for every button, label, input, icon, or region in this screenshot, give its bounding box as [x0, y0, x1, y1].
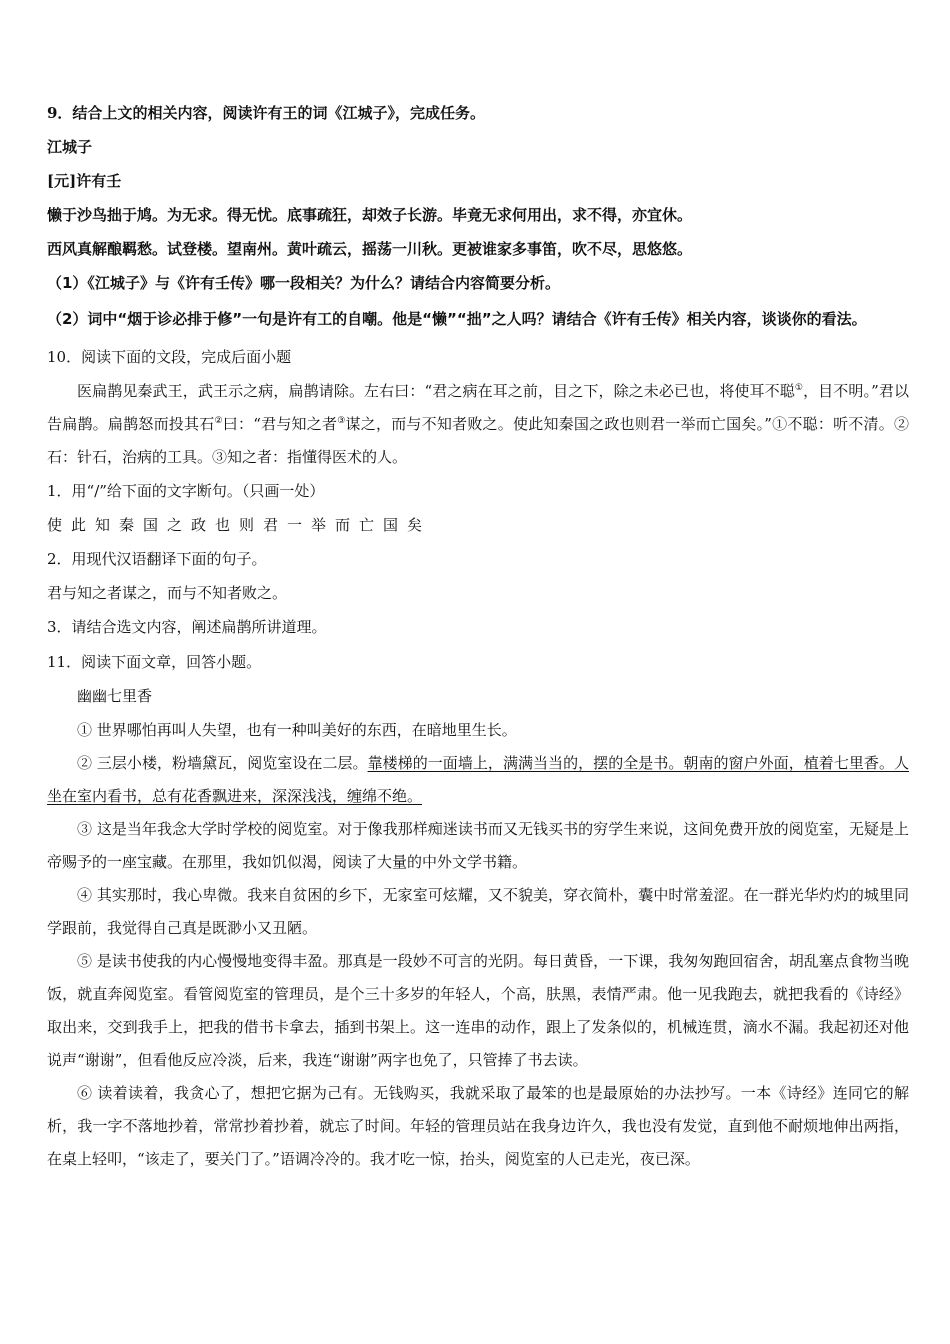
- article-paragraph-4: ④ 其实那时，我心卑微。我来自贫困的乡下，无家室可炫耀，又不貌美，穿衣简朴，囊中时常羞涩。在一群光华灼灼的城里同学跟前，我觉得自己真是既渺小又丑陋。: [47, 886, 909, 937]
- footnote-mark-2: ②: [214, 416, 223, 426]
- q9-task-2: （2）词中“烟于诊必排于修”一句是许有工的自嘲。他是“懒”“拙”之人吗？请结合《许有壬传》相关内容，谈谈你的看法。: [47, 310, 867, 328]
- poem-line-1: 懒于沙鸟拙于鸠。为无求。得无忧。底事疏狂，却效子长游。毕竟无求何用出，求不得，亦宜休。: [47, 206, 693, 224]
- poem-line-2: 西风真解酿羁愁。试登楼。望南州。黄叶疏云，摇荡一川秋。更被谁家多事笛，吹不尽，思悠悠。: [47, 240, 693, 258]
- article-paragraph-1: ① 世界哪怕再叫人失望，也有一种叫美好的东西，在暗地里生长。: [77, 721, 517, 739]
- poem-title: 江城子: [47, 138, 93, 156]
- q10-sub-1-text: 使此知秦国之政也则君一举而亡国矣: [47, 516, 432, 534]
- article-title: 幽幽七里香: [77, 687, 153, 705]
- q11-heading: 11．阅读下面文章，回答小题。: [47, 653, 262, 671]
- q10-sub-2: 2．用现代汉语翻译下面的句子。: [47, 550, 267, 568]
- footnote-mark-1: ①: [794, 383, 804, 393]
- q10-passage: [47, 375, 909, 474]
- poem-author: [元]许有壬: [47, 172, 122, 190]
- passage-segment: 医扁鹊见秦武王，武王示之病，扁鹊请除。左右曰：“君之病在耳之前，目之下，除之未必已也，将使耳不聪: [77, 382, 795, 400]
- passage-segment: ，目不明。”君以告扁鹊。扁鹊怒而投其石: [47, 382, 909, 433]
- q9-prompt: 9．结合上文的相关内容，阅读许有王的词《江城子》，完成任务。: [47, 104, 485, 122]
- article-paragraph-5: ⑤ 是读书使我的内心慢慢地变得丰盈。那真是一段妙不可言的光阴。每日黄昏，一下课，我匆匆跑回宿舍，胡乱塞点食物当晚饭，就直奔阅览室。看管阅览室的管理员，是个三十多岁的年轻人，个高，肤黑，表情严肃。他一见我跑去，就把我看的《诗经》取出来，交到我手上，把我的借书卡拿去，插到书架上。这一连串的动作，跟上了发条似的，机械连贯，滴水不漏。我起初还对他说声“谢谢”，但看他反应冷淡，后来，我连“谢谢”两字也免了，只管捧了书去读。: [47, 952, 909, 1069]
- q10-sub-3: 3．请结合选文内容，阐述扁鹊所讲道理。: [47, 618, 327, 636]
- passage-segment: 曰：“君与知之者: [222, 415, 338, 433]
- paragraph-2-plain: ② 三层小楼，粉墙黛瓦，阅览室设在二层。: [77, 754, 368, 772]
- paragraph-2-underlined: 靠楼梯的一面墙上，满满当当的，摆的全是书。朝南的窗户外面，植着七里香。人坐在室内看书，总有花香飘进来，深深浅浅，缠绵不绝。: [47, 754, 909, 805]
- q10-sub-1: 1．用“/”给下面的文字断句。（只画一处）: [47, 482, 325, 500]
- article-paragraph-6: ⑥ 读着读着，我贪心了，想把它据为己有。无钱购买，我就采取了最笨的也是最原始的办法抄写。一本《诗经》连同它的解析，我一字不落地抄着，常常抄着抄着，就忘了时间。年轻的管理员站在我身边许久，我也没有发觉，直到他不耐烦地伸出两指，在桌上轻叩，“该走了，要关门了。”语调冷冷的。我才吃一惊，抬头，阅览室的人已走光，夜已深。: [47, 1084, 909, 1168]
- passage-segment: 谋之，而与不知者败之。使此知秦国之政也则君一举而亡国矣。”①不聪：听不清。②石：针石，治病的工具。③知之者：指懂得医术的人。: [47, 415, 909, 466]
- q9-task-1: （1）《江城子》与《许有壬传》哪一段相关？为什么？请结合内容简要分析。: [47, 274, 560, 292]
- article-paragraph-3: ③ 这是当年我念大学时学校的阅览室。对于像我那样痴迷读书而又无钱买书的穷学生来说，这间免费开放的阅览室，无疑是上帝赐予的一座宝藏。在那里，我如饥似渴，阅读了大量的中外文学书籍。: [47, 820, 909, 871]
- document-page: [47, 96, 909, 1176]
- footnote-mark-3: ③: [337, 416, 346, 426]
- article-paragraph-2: [47, 747, 909, 813]
- q10-sub-2-text: 君与知之者谋之，而与不知者败之。: [47, 584, 288, 602]
- q10-heading: 10．阅读下面的文段，完成后面小题: [47, 348, 292, 366]
